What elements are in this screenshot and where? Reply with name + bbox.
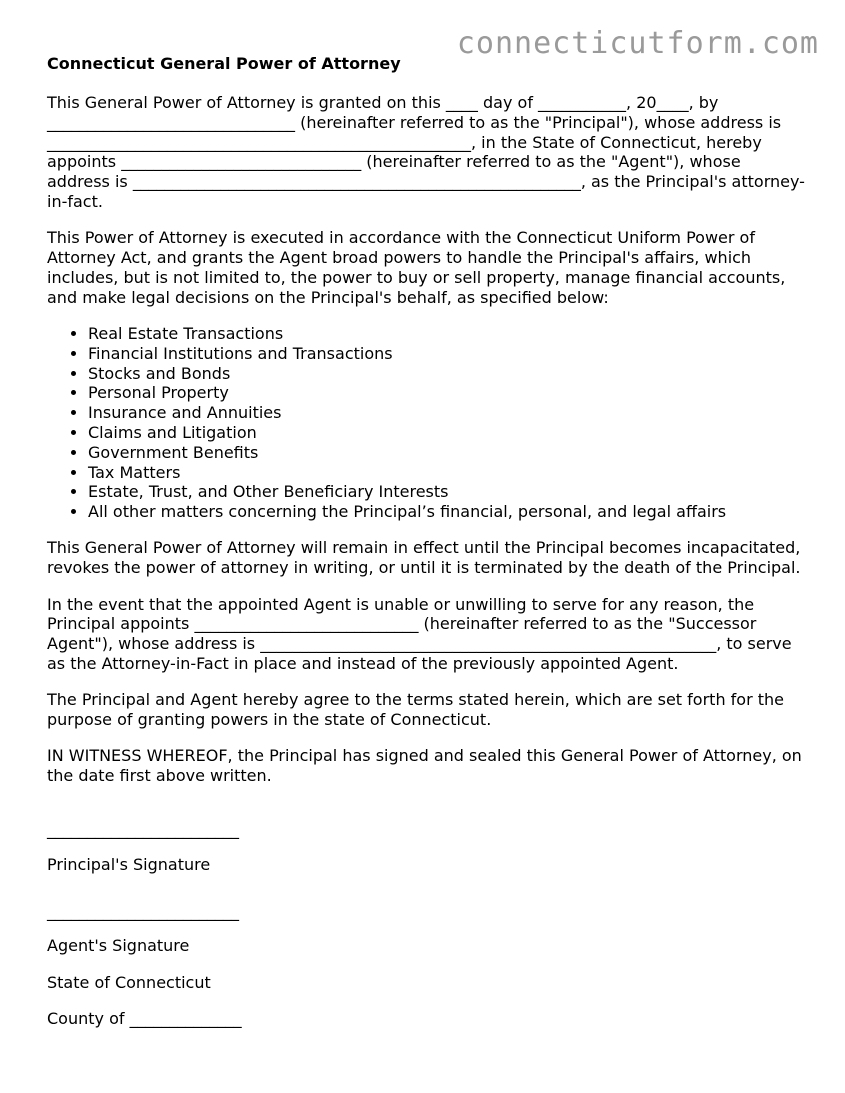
watermark: connecticutform.com [456, 26, 819, 61]
list-item: • Tax Matters [88, 463, 807, 483]
duration-paragraph: This General Power of Attorney will remain in effect until the Principal becomes incapacitated, revokes the power of attorney in writing, or until it is terminated by the death of the Principal. [47, 538, 801, 578]
list-item: • Claims and Litigation [88, 423, 807, 443]
list-item: • Personal Property [88, 383, 807, 403]
list-item: • Stocks and Bonds [88, 364, 807, 384]
document-title: Connecticut General Power of Attorney [47, 54, 401, 73]
principal-signature-label: Principal's Signature [47, 855, 211, 875]
principal-signature-line: ________________________ [47, 820, 239, 840]
list-item: • Insurance and Annuities [88, 403, 807, 423]
list-item: • Real Estate Transactions [88, 324, 807, 344]
list-item: • Financial Institutions and Transactions [88, 344, 807, 364]
powers-list [47, 324, 807, 522]
agent-signature-label: Agent's Signature [47, 936, 190, 956]
document [47, 52, 807, 1045]
intro-paragraph: This General Power of Attorney is granted on this ____ day of ___________, 20____, by _______________________________ (hereinafter referred to as the "Principal"), whose address is _____________________________________________________, in the State of Connecticut, hereby appoints ______________________________ (hereinafter referred to as the "Agent"), whose address is ________________________________________________________, as the Principal's attorney-in-fact. [47, 93, 805, 211]
list-item: • Estate, Trust, and Other Beneficiary Interests [88, 482, 807, 502]
scope-paragraph: This Power of Attorney is executed in accordance with the Connecticut Uniform Power of Attorney Act, and grants the Agent broad powers to handle the Principal's affairs, which includes, but is not limited to, the power to buy or sell property, manage financial accounts, and make legal decisions on the Principal's behalf, as specified below: [47, 228, 786, 307]
notary-state: State of Connecticut [47, 972, 211, 992]
successor-paragraph: In the event that the appointed Agent is unable or unwilling to serve for any reason, the Principal appoints ____________________________ (hereinafter referred to as the "Successor Agent"), whose address is _________________________________________________________, to serve as the Attorney-in-Fact in place and instead of the previously appointed Agent. [47, 594, 792, 673]
list-item: • All other matters concerning the Principal’s financial, personal, and legal affairs [88, 502, 807, 522]
agreement-paragraph: The Principal and Agent hereby agree to the terms stated herein, which are set forth for the purpose of granting powers in the state of Connecticut. [47, 690, 785, 730]
list-item: • Government Benefits [88, 443, 807, 463]
agent-signature-line: ________________________ [47, 901, 239, 921]
witness-paragraph: IN WITNESS WHEREOF, the Principal has signed and sealed this General Power of Attorney, on the date first above written. [47, 746, 802, 786]
notary-county: County of ______________ [47, 1008, 242, 1028]
